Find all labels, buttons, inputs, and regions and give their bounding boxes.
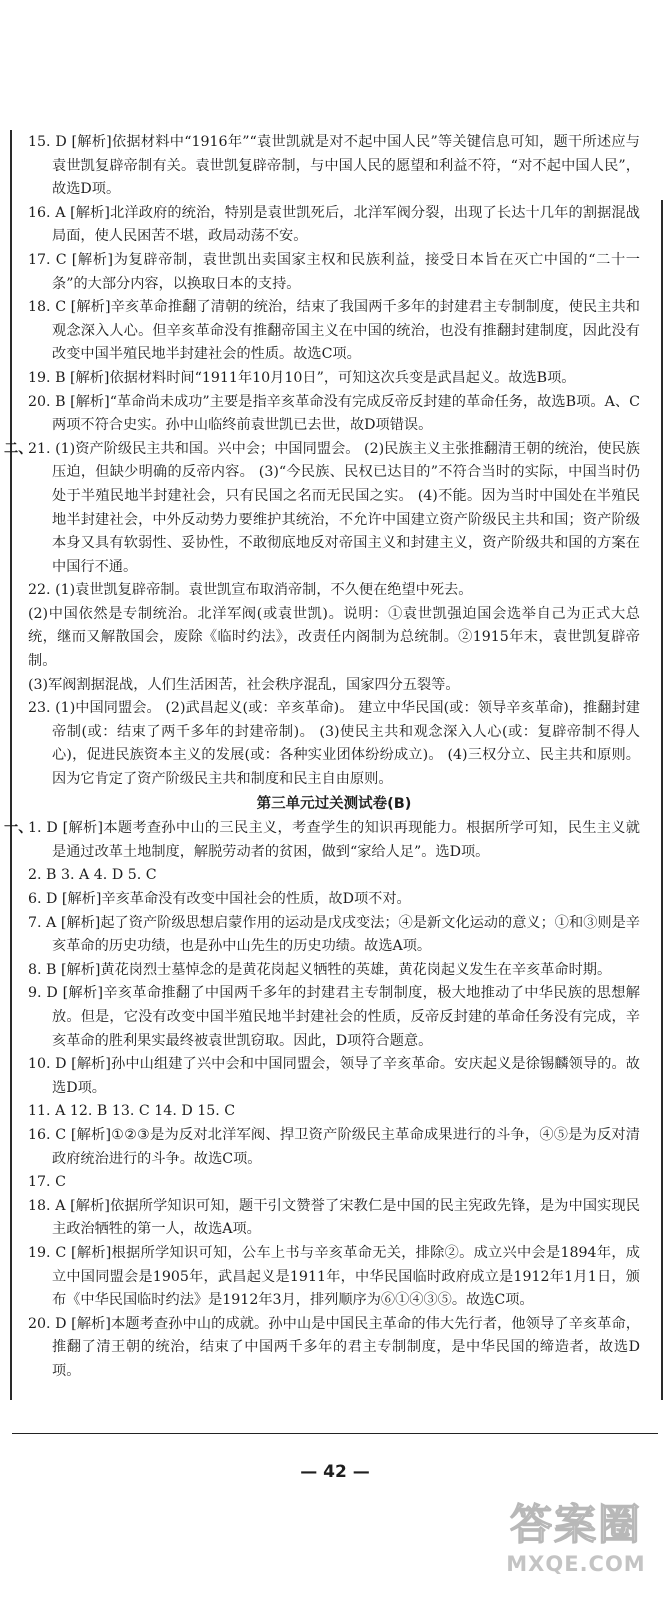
- answer-paragraph: [28, 579, 640, 603]
- answer-paragraph: [28, 1171, 640, 1195]
- right-border-rule: [661, 200, 663, 1400]
- answer-paragraph: [28, 296, 640, 367]
- answer-text: 18. A [解析]依据所学知识可知，题干引文赞誉了宋教仁是中国的民主宪政先锋，是为中国实现民主政治牺牲的第一人，故选A项。: [28, 1197, 640, 1238]
- answer-text: 11. A 12. B 13. C 14. D 15. C: [28, 1103, 236, 1120]
- section-title: 第三单元过关测试卷(B): [256, 795, 412, 812]
- answer-text: 17. C [解析]为复辟帝制，袁世凯出卖国家主权和民族利益，接受日本旨在灭亡中国的“二十一条”的大部分内容，以换取日本的支持。: [28, 251, 640, 292]
- answer-text: 16. C [解析]①②③是为反对北洋军阀、捍卫资产阶级民主革命成果进行的斗争，④⑤是为反对清政府统治进行的斗争。故选C项。: [28, 1126, 640, 1167]
- answer-text: 18. C [解析]辛亥革命推翻了清朝的统治，结束了我国两千多年的封建君主专制制度，使民主共和观念深入人心。但辛亥革命没有推翻帝国主义在中国的统治，也没有推翻封建制度，因此没有改变中国半殖民地半封建社会的性质。故选C项。: [28, 299, 640, 363]
- answer-paragraph: [28, 982, 640, 1053]
- answer-paragraph: [28, 912, 640, 959]
- answer-paragraph: [28, 888, 640, 912]
- answer-paragraph: [28, 1313, 640, 1384]
- answer-text: 20. D [解析]本题考查孙中山的成就。孙中山是中国民主革命的伟大先行者，他领导了辛亥革命，推翻了清王朝的统治，结束了中国两千多年的君主专制制度，是中华民国的缔造者，故选D项。: [28, 1315, 640, 1379]
- answer-text: 22. (1)袁世凯复辟帝制。袁世凯宣布取消帝制，不久便在绝望中死去。: [28, 582, 473, 599]
- left-border-rule: [10, 130, 12, 1400]
- answer-paragraph: [28, 959, 640, 983]
- answer-text: 23. (1)中国同盟会。 (2)武昌起义(或：辛亥革命)。 建立中华民国(或：领导辛亥革命)，推翻封建帝制(或：结束了两千多年的封建帝制)。 (3)使民主共和观念深入人心(或：复辟帝制不得人心)，促进民族资本主义的发展(或：各种实业团体纷纷成立)。 (4)三权分立、民主共和原则。 因为它肯定了资产阶级民主共和制度和民主自由原则。: [28, 700, 640, 788]
- answer-text: 8. B [解析]黄花岗烈士墓悼念的是黄花岗起义牺牲的英雄，黄花岗起义发生在辛亥革命时期。: [28, 961, 612, 978]
- footer-divider: [12, 1433, 658, 1434]
- answer-paragraph: [28, 1242, 640, 1313]
- answer-text: 9. D [解析]辛亥革命推翻了中国两千多年的封建君主专制制度，极大地推动了中华民族的思想解放。但是，它没有改变中国半殖民地半封建社会的性质，反帝反封建的革命任务没有完成，辛亥革命的胜利果实最终被袁世凯窃取。因此，D项符合题意。: [28, 985, 640, 1049]
- answer-paragraph: [4, 817, 640, 864]
- answer-paragraph: [28, 249, 640, 296]
- section-marker: 二、: [4, 440, 33, 457]
- answer-text: 21. (1)资产阶级民主共和国。兴中会；中国同盟会。 (2)民族主义主张推翻清王朝的统治，使民族压迫，但缺少明确的反帝内容。 (3)“今民族、民权已达目的”不符合当时的实际，中国当时仍处于半殖民地半封建社会，只有民国之名而无民国之实。 (4)不能。因为当时中国处在半殖民地半封建社会，中外反动势力要维护其统治，不允许中国建立资产阶级民主共和国；资产阶级本身又具有软弱性、妥协性，不敢彻底地反对帝国主义和封建主义，资产阶级共和国的方案在中国行不通。: [28, 440, 640, 575]
- watermark-text: 答案圈: [509, 1500, 642, 1549]
- answer-text: 19. B [解析]依据材料时间“1911年10月10日”，可知这次兵变是武昌起义。故选B项。: [28, 369, 576, 386]
- answer-text: 6. D [解析]辛亥革命没有改变中国社会的性质，故D项不对。: [28, 891, 411, 907]
- answers-part-one: [4, 131, 640, 792]
- answer-text: 17. C: [28, 1174, 66, 1191]
- answer-paragraph: [28, 1053, 640, 1100]
- answer-paragraph: [28, 367, 640, 391]
- answer-text: 20. B [解析]“革命尚未成功”主要是指辛亥革命没有完成反帝反封建的革命任务，故选B项。A、C两项不符合史实。孙中山临终前袁世凯已去世，故D项错误。: [28, 393, 640, 434]
- answer-paragraph: [28, 674, 640, 698]
- answer-text: 15. D [解析]依据材料中“1916年”“袁世凯就是对不起中国人民”等关键信息可知，题干所述应与袁世凯复辟帝制有关。袁世凯复辟帝制，与中国人民的愿望和利益不符，“对不起中国人民”，故选D项。: [28, 134, 640, 198]
- page-number: — 42 —: [300, 1462, 370, 1482]
- answer-text: 10. D [解析]孙中山组建了兴中会和中国同盟会，领导了辛亥革命。安庆起义是徐锡麟领导的。故选D项。: [28, 1056, 640, 1096]
- answer-paragraph: [28, 1124, 640, 1171]
- answer-paragraph: [28, 1195, 640, 1242]
- answer-paragraph: [28, 864, 640, 888]
- answer-content: [4, 131, 640, 1383]
- answer-text: 2. B 3. A 4. D 5. C: [28, 867, 157, 884]
- answer-text: (2)中国依然是专制统治。北洋军阀(或袁世凯)。说明：①袁世凯强迫国会选举自己为正式大总统，继而又解散国会，废除《临时约法》，改责任内阁制为总统制。②1915年末，袁世凯复辟帝制。: [28, 605, 640, 670]
- answer-text: 7. A [解析]起了资产阶级思想启蒙作用的运动是戊戌变法；④是新文化运动的意义；①和③则是辛亥革命的历史功绩，也是孙中山先生的历史功绩。故选A项。: [28, 914, 640, 955]
- answer-paragraph: [28, 202, 640, 249]
- answers-part-two: [4, 817, 640, 1383]
- answer-paragraph: [28, 603, 640, 674]
- answer-text: 1. D [解析]本题考查孙中山的三民主义，考查学生的知识再现能力。根据所学可知，民生主义就是通过改革土地制度，解脱劳动者的贫困，做到“家给人足”。选D项。: [28, 820, 640, 860]
- answer-paragraph: [28, 697, 640, 791]
- answer-text: 19. C [解析]根据所学知识可知，公车上书与辛亥革命无关，排除②。成立兴中会是1894年，成立中国同盟会是1905年，武昌起义是1911年，中华民国临时政府成立是1912年1月1日，颁布《中华民国临时约法》是1912年3月，排列顺序为⑥①④③⑤。故选C项。: [28, 1244, 640, 1309]
- answer-text: 16. A [解析]北洋政府的统治，特别是袁世凯死后，北洋军阀分裂，出现了长达十几年的割据混战局面，使人民困苦不堪，政局动荡不安。: [28, 204, 640, 245]
- watermark-logo: [488, 1488, 664, 1592]
- answer-paragraph: [4, 438, 640, 580]
- answer-text: (3)军阀割据混战，人们生活困苦，社会秩序混乱，国家四分五裂等。: [28, 676, 460, 693]
- answer-paragraph: [28, 131, 640, 202]
- answer-paragraph: [28, 391, 640, 438]
- section-marker: 一、: [4, 820, 33, 837]
- watermark-url: MXQE.COM: [506, 1552, 646, 1576]
- answer-paragraph: [28, 1100, 640, 1124]
